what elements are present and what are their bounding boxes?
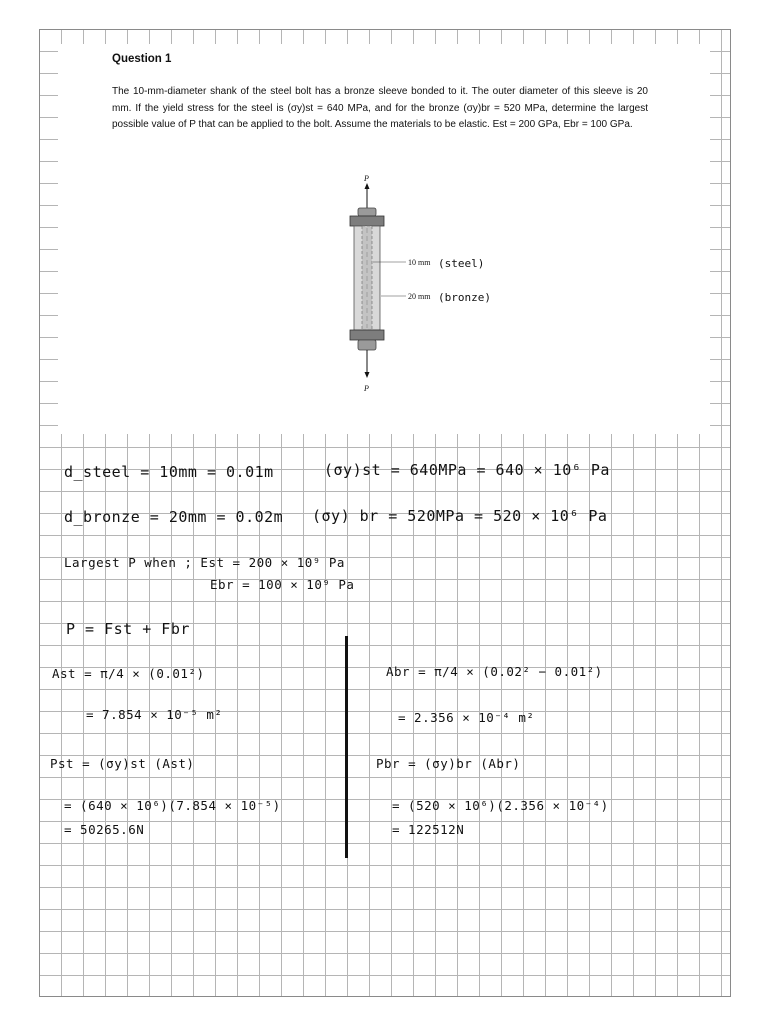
area-bronze-value: = 2.356 × 10⁻⁴ m²: [398, 710, 535, 725]
given-yield-steel: (σy)st = 640MPa = 640 × 10⁶ Pa: [324, 461, 610, 479]
given-d-steel: d_steel = 10mm = 0.01m: [64, 463, 274, 481]
question-title: Question 1: [112, 53, 172, 65]
p-bronze-value: = 122512N: [392, 822, 465, 837]
column-divider: [345, 636, 348, 858]
p-steel-value: = 50265.6N: [64, 822, 145, 837]
bottom-washer: [350, 330, 384, 340]
p-bronze-calc: = (520 × 10⁶)(2.356 × 10⁻⁴): [392, 798, 609, 813]
bronze-dim-label: 20 mm: [408, 292, 431, 301]
top-washer: [350, 216, 384, 226]
load-arrowhead-bottom: [365, 372, 370, 378]
load-label-bottom: P: [364, 384, 369, 393]
steel-note: (steel): [438, 257, 485, 270]
bronze-note: (bronze): [438, 291, 491, 304]
top-nut: [358, 208, 376, 216]
p-bronze-formula: Pbr = (σy)br (Abr): [376, 756, 521, 771]
given-d-bronze: d_bronze = 20mm = 0.02m: [64, 508, 284, 526]
load-label-top: P: [364, 174, 369, 183]
load-arrowhead-top: [365, 183, 370, 189]
area-bronze-formula: Abr = π/4 × (0.02² − 0.01²): [386, 664, 603, 679]
p-steel-formula: Pst = (σy)st (Ast): [50, 756, 195, 771]
question-text: The 10-mm-diameter shank of the steel bolt has a bronze sleeve bonded to it. The outer diameter of this sleeve is 20 mm. If the yield stress for the steel is (σy)st = 640 MPa, and for the bronze (σy)br = 520 MPa, determine the largest possible value of P that can be applied to the bolt. Assume the materials to be elastic. Est = 200 GPa, Ebr = 100 GPa.: [112, 86, 648, 130]
given-yield-bronze: (σy) br = 520MPa = 520 × 10⁶ Pa: [312, 507, 608, 525]
p-sum-equation: P = Fst + Fbr: [66, 620, 190, 638]
given-e-bronze: Ebr = 100 × 10⁹ Pa: [210, 577, 355, 592]
steel-dim-label: 10 mm: [408, 258, 431, 267]
area-steel-formula: Ast = π/4 × (0.01²): [52, 666, 205, 681]
bolt-figure: [320, 172, 550, 397]
p-steel-calc: = (640 × 10⁶)(7.854 × 10⁻⁵): [64, 798, 281, 813]
area-steel-value: = 7.854 × 10⁻⁵ m²: [86, 707, 223, 722]
bottom-nut: [358, 340, 376, 350]
largest-p-condition: Largest P when ; Est = 200 × 10⁹ Pa: [64, 555, 345, 570]
